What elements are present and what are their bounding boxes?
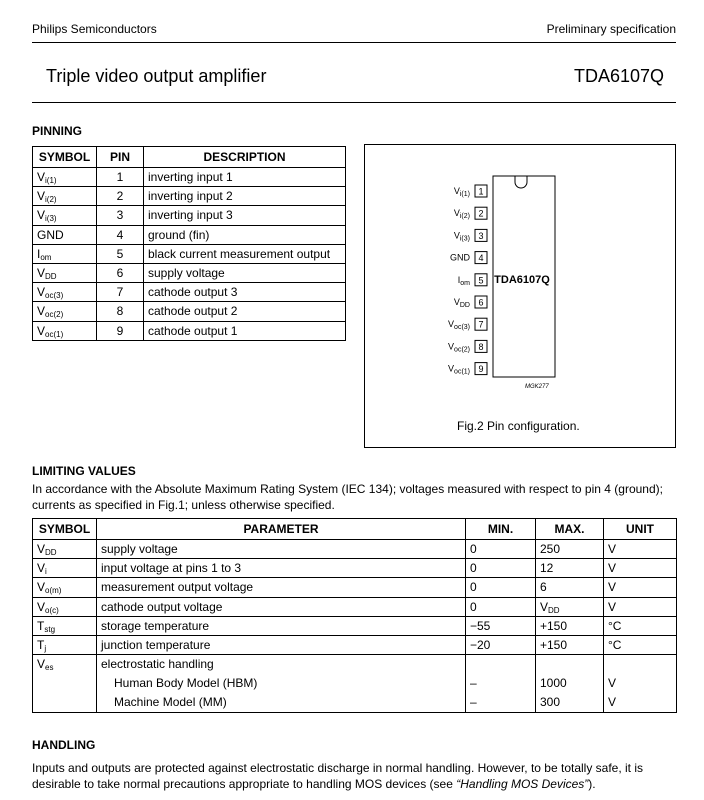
symbol-subscript: i — [45, 567, 47, 577]
figure-caption: Fig.2 Pin configuration. — [457, 419, 580, 433]
description-cell: inverting input 1 — [144, 168, 346, 187]
pin-diagram — [365, 145, 675, 447]
unit-cell: °C — [604, 635, 677, 654]
symbol-cell — [33, 244, 97, 263]
symbol-base: V — [37, 599, 46, 614]
parameter-cell: input voltage at pins 1 to 3 — [97, 559, 466, 578]
unit-cell: V — [604, 693, 677, 712]
pin-label — [454, 186, 470, 198]
pin-number: 6 — [478, 297, 484, 308]
handling-paragraph — [32, 760, 680, 792]
symbol-cell — [33, 321, 97, 340]
pin-label — [454, 208, 470, 220]
pin-symbol: V — [448, 319, 455, 330]
parameter-cell: cathode output voltage — [97, 597, 466, 616]
unit-cell: V — [604, 578, 677, 597]
table-row — [33, 225, 346, 244]
symbol-subscript: DD — [45, 272, 57, 282]
pinning-table — [32, 146, 346, 341]
symbol-base: V — [37, 657, 46, 672]
symbol-base: GND — [37, 227, 64, 242]
symbol-base: V — [37, 542, 46, 557]
limiting-table — [32, 518, 677, 713]
pin-label — [454, 297, 470, 309]
table-row — [33, 655, 677, 674]
pin-symbol: V — [453, 297, 460, 307]
unit-cell: V — [604, 540, 677, 559]
symbol-base: V — [37, 304, 46, 319]
pin-subscript: i(2) — [459, 213, 470, 221]
max-cell: 1000 — [536, 674, 604, 693]
pin-cell: 8 — [97, 302, 144, 321]
chip-label: TDA6107Q — [494, 274, 550, 286]
pin-number: 4 — [478, 253, 484, 264]
max-cell — [536, 559, 604, 578]
symbol-subscript: j — [44, 644, 47, 654]
symbol-cell — [33, 206, 97, 225]
pin-number: 2 — [478, 208, 484, 219]
col-unit: UNIT — [604, 519, 677, 540]
pin-cell: 9 — [97, 321, 144, 340]
pin-subscript: oc(3) — [454, 324, 470, 332]
unit-cell: V — [604, 674, 677, 693]
symbol-cell — [33, 187, 97, 206]
min-cell: 0 — [466, 540, 536, 559]
table-row — [33, 244, 346, 263]
table-row — [33, 559, 677, 578]
handling-heading: HANDLING — [32, 738, 96, 752]
pin-configuration-figure — [364, 144, 676, 448]
pin-cell: 5 — [97, 244, 144, 263]
pin-subscript: i(1) — [459, 191, 470, 198]
symbol-cell — [33, 263, 97, 282]
parameter-cell: measurement output voltage — [97, 578, 466, 597]
symbol-subscript: i(3) — [45, 214, 57, 224]
symbol-base: T — [37, 618, 45, 633]
pin-cell: 6 — [97, 263, 144, 282]
min-cell: −55 — [466, 616, 536, 635]
symbol-subscript: om — [40, 252, 52, 262]
min-cell: – — [466, 674, 536, 693]
symbol-subscript: oc(2) — [45, 310, 64, 320]
limiting-header-row — [33, 519, 677, 540]
table-row — [33, 635, 677, 654]
table-row — [33, 674, 677, 693]
pin-subscript: DD — [459, 302, 470, 309]
header-rule — [32, 42, 676, 43]
symbol-cell — [33, 540, 97, 559]
handling-reference: “Handling MOS Devices” — [456, 777, 589, 791]
max-cell — [536, 597, 604, 616]
parameter-cell: supply voltage — [97, 540, 466, 559]
pin-number: 7 — [478, 319, 484, 330]
table-row — [33, 597, 677, 616]
table-row — [33, 693, 677, 712]
symbol-base: V — [37, 266, 46, 281]
symbol-subscript: oc(3) — [45, 291, 64, 301]
description-cell: cathode output 1 — [144, 321, 346, 340]
symbol-subscript: oc(1) — [45, 329, 64, 339]
handling-text: Inputs and outputs are protected against electrostatic discharge in normal handling. However, to be totally safe, it is desirable to take normal precautions appropriate to handling MOS devices (see — [32, 761, 644, 791]
max-value: V — [540, 599, 549, 614]
symbol-cell — [33, 225, 97, 244]
pin-subscript: om — [460, 279, 470, 287]
col-min: MIN. — [466, 519, 536, 540]
symbol-base: I — [37, 246, 41, 261]
table-row — [33, 263, 346, 282]
pin-label — [448, 364, 470, 376]
pin-subscript: oc(2) — [454, 346, 470, 354]
max-cell — [536, 616, 604, 635]
symbol-base: V — [37, 561, 46, 576]
col-symbol: SYMBOL — [33, 147, 97, 168]
description-cell: cathode output 3 — [144, 283, 346, 302]
max-value: +150 — [540, 638, 568, 653]
pin-number: 3 — [478, 230, 484, 241]
max-value: 12 — [540, 561, 554, 576]
symbol-subscript: i(1) — [45, 176, 57, 186]
description-cell: ground (fin) — [144, 225, 346, 244]
parameter-cell: electrostatic handling — [97, 655, 466, 674]
max-cell — [536, 540, 604, 559]
pin-cell: 3 — [97, 206, 144, 225]
symbol-subscript: DD — [45, 548, 57, 558]
symbol-subscript: i(2) — [45, 195, 57, 205]
symbol-cell — [33, 302, 97, 321]
pin-label — [450, 253, 471, 263]
symbol-cell — [33, 655, 97, 674]
pin-subscript: i(3) — [459, 235, 470, 243]
pin-cell: 1 — [97, 168, 144, 187]
symbol-subscript: es — [45, 663, 54, 673]
table-row — [33, 302, 346, 321]
product-title: Triple video output amplifier — [46, 66, 267, 86]
table-row — [33, 321, 346, 340]
pin-symbol: I — [457, 274, 461, 285]
chip-notch — [515, 176, 527, 188]
table-row — [33, 206, 346, 225]
pin-cell: 4 — [97, 225, 144, 244]
min-cell: – — [466, 693, 536, 712]
col-parameter: PARAMETER — [97, 519, 466, 540]
min-cell: −20 — [466, 635, 536, 654]
table-row — [33, 540, 677, 559]
unit-cell: V — [604, 597, 677, 616]
pin-symbol: V — [453, 186, 460, 196]
symbol-cell — [33, 635, 97, 654]
parameter-cell: Human Body Model (HBM) — [97, 674, 466, 693]
max-subscript: DD — [548, 605, 560, 615]
unit-cell: V — [604, 559, 677, 578]
symbol-base: V — [37, 323, 46, 338]
pinning-heading: PINNING — [32, 124, 83, 138]
symbol-base: V — [37, 580, 46, 595]
limiting-heading: LIMITING VALUES — [32, 464, 136, 478]
pin-label — [448, 341, 470, 353]
table-row — [33, 168, 346, 187]
table-row — [33, 578, 677, 597]
symbol-cell — [33, 578, 97, 597]
symbol-base: V — [37, 285, 46, 300]
pin-label — [458, 275, 470, 287]
symbol-cell — [33, 597, 97, 616]
table-row — [33, 283, 346, 302]
parameter-cell: junction temperature — [97, 635, 466, 654]
max-cell — [536, 578, 604, 597]
unit-cell: °C — [604, 616, 677, 635]
max-value: +150 — [540, 618, 568, 633]
header-company: Philips Semiconductors — [32, 22, 157, 36]
table-row — [33, 187, 346, 206]
symbol-subscript: o(m) — [45, 586, 62, 596]
symbol-base: V — [37, 208, 46, 223]
pin-number: 5 — [478, 275, 484, 286]
col-symbol: SYMBOL — [33, 519, 97, 540]
parameter-cell: Machine Model (MM) — [97, 693, 466, 712]
header-spec-type: Preliminary specification — [546, 22, 676, 36]
description-cell: inverting input 2 — [144, 187, 346, 206]
pin-number: 1 — [478, 186, 484, 197]
max-cell — [536, 635, 604, 654]
col-description: DESCRIPTION — [144, 147, 346, 168]
description-cell: cathode output 2 — [144, 302, 346, 321]
symbol-base: V — [37, 189, 46, 204]
pin-label — [448, 319, 470, 331]
limiting-intro: In accordance with the Absolute Maximum Rating System (IEC 134); voltages measured with respect to pin 4 (ground); currents as specified in Fig.1; unless otherwise specified. — [32, 482, 663, 512]
pin-symbol: GND — [450, 252, 470, 263]
max-value: 250 — [540, 542, 561, 557]
symbol-subscript: stg — [44, 624, 56, 634]
pin-symbol: V — [453, 208, 460, 219]
min-cell: 0 — [466, 559, 536, 578]
table-row — [33, 616, 677, 635]
pin-cell: 2 — [97, 187, 144, 206]
pin-symbol: V — [448, 363, 455, 374]
pinning-header-row — [33, 147, 346, 168]
description-cell: inverting input 3 — [144, 206, 346, 225]
figure-code: MGK277 — [525, 384, 549, 390]
symbol-base: V — [37, 170, 46, 185]
description-cell: black current measurement output — [144, 244, 346, 263]
pin-subscript: oc(1) — [454, 368, 470, 376]
symbol-cell — [33, 283, 97, 302]
max-cell: 300 — [536, 693, 604, 712]
pin-symbol: V — [453, 230, 460, 241]
pin-cell: 7 — [97, 283, 144, 302]
symbol-cell — [33, 168, 97, 187]
symbol-base: T — [37, 638, 45, 653]
description-cell: supply voltage — [144, 263, 346, 282]
parameter-cell: storage temperature — [97, 616, 466, 635]
symbol-cell — [33, 616, 97, 635]
pin-symbol: V — [448, 341, 455, 352]
handling-tail: ). — [588, 777, 596, 791]
min-cell: 0 — [466, 597, 536, 616]
max-value: 6 — [540, 580, 547, 595]
min-cell: 0 — [466, 578, 536, 597]
col-max: MAX. — [536, 519, 604, 540]
col-pin: PIN — [97, 147, 144, 168]
pin-number: 9 — [478, 364, 484, 375]
pin-number: 8 — [478, 341, 484, 352]
pin-label — [454, 230, 470, 242]
title-rule — [32, 102, 676, 103]
symbol-cell — [33, 559, 97, 578]
part-number: TDA6107Q — [573, 66, 664, 86]
symbol-subscript: o(c) — [45, 605, 59, 615]
